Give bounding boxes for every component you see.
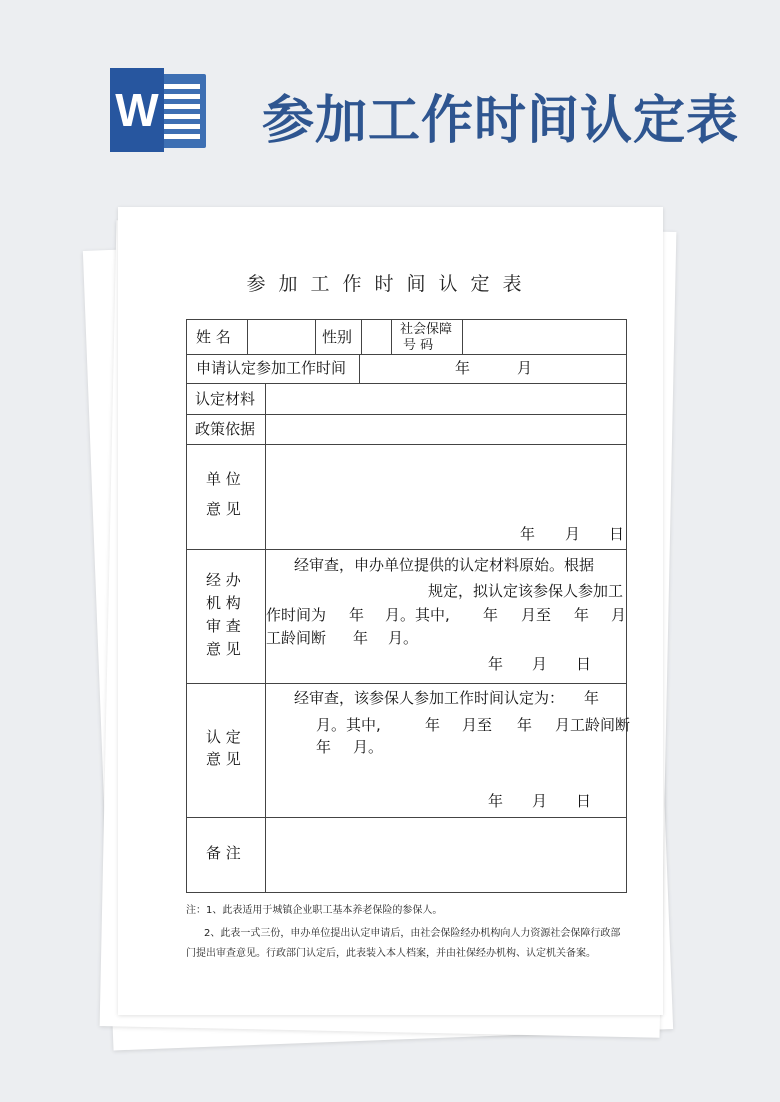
determination-date-month: 月: [532, 792, 548, 810]
agency-text: 月至: [521, 606, 552, 624]
agency-text: 月。: [388, 629, 419, 647]
footnote: 2、此表一式三份，申办单位提出认定申请后，由社会保险经办机构向人力资源社会保障行政部: [204, 928, 621, 939]
unit-date-month: 月: [565, 525, 581, 543]
determination-text: 年: [316, 738, 332, 756]
unit-date-year: 年: [520, 525, 536, 543]
row-divider: [187, 549, 626, 550]
col-divider: [359, 354, 360, 383]
agency-text: 作时间为: [266, 606, 327, 624]
apply-month: 月: [517, 359, 533, 377]
agency-review-label: 经 办: [206, 571, 241, 589]
row-divider: [187, 354, 626, 355]
agency-review-label: 意 见: [206, 640, 241, 658]
footnote: 注：1、此表适用于城镇企业职工基本养老保险的参保人。: [186, 905, 443, 916]
col-divider: [391, 320, 392, 354]
determination-label: 意 见: [206, 750, 241, 768]
col-divider: [315, 320, 316, 354]
agency-text: 年: [353, 629, 369, 647]
ssn-label: 号 码: [403, 338, 434, 353]
footnote: 门提出审查意见。行政部门认定后，此表装入本人档案，并由社保经办机构、认定机关备案。: [186, 948, 596, 959]
gender-label: 性别: [322, 328, 353, 346]
ssn-label: 社会保障: [400, 322, 453, 337]
agency-text: 年: [483, 606, 499, 624]
word-logo-letter: W: [110, 68, 164, 152]
document-title: 参加工作时间认定表: [246, 273, 535, 295]
apply-time-label: 申请认定参加工作时间: [196, 359, 347, 377]
col-divider: [462, 320, 463, 354]
determination-text: 月。: [353, 738, 384, 756]
row-divider: [187, 414, 626, 415]
row-divider: [187, 383, 626, 384]
determination-text: 月。其中,: [316, 716, 381, 734]
agency-text: 月: [611, 606, 627, 624]
unit-date-day: 日: [609, 525, 625, 543]
agency-text: 工龄间断: [266, 629, 327, 647]
agency-review-label: 机 构: [206, 594, 241, 612]
document-page: [118, 207, 663, 1015]
agency-date-month: 月: [532, 655, 548, 673]
determination-date-day: 日: [576, 792, 592, 810]
determination-text: 月至: [462, 716, 493, 734]
unit-opinion-label: 意 见: [206, 500, 241, 518]
col-divider: [247, 320, 248, 354]
determination-date-year: 年: [488, 792, 504, 810]
determination-text: 月工龄间断: [555, 716, 631, 734]
agency-text: 年: [349, 606, 365, 624]
determination-text: 年: [517, 716, 533, 734]
agency-text: 年: [574, 606, 590, 624]
agency-review-label: 审 查: [206, 617, 241, 635]
form-table: [186, 319, 631, 893]
row-divider: [187, 444, 626, 445]
agency-date-year: 年: [488, 655, 504, 673]
determination-text: 年: [425, 716, 441, 734]
name-label: 姓 名: [196, 328, 231, 346]
banner-title: 参加工作时间认定表: [262, 91, 740, 151]
row-divider: [187, 683, 626, 684]
determination-text: 经审查，该参保人参加工作时间认定为：: [294, 689, 565, 707]
remarks-label: 备 注: [206, 844, 241, 862]
determination-label: 认 定: [206, 728, 241, 746]
agency-date-day: 日: [576, 655, 592, 673]
apply-year: 年: [455, 359, 471, 377]
col-divider: [361, 320, 362, 354]
banner-header: [0, 0, 780, 200]
agency-text: 月。其中,: [385, 606, 450, 624]
policy-label: 政策依据: [195, 420, 256, 438]
unit-opinion-label: 单 位: [206, 470, 241, 488]
row-divider: [187, 817, 626, 818]
word-logo-icon: [110, 68, 208, 152]
agency-text: 规定，拟认定该参保人参加工: [428, 582, 624, 600]
materials-label: 认定材料: [195, 390, 256, 408]
agency-text: 经审查，申办单位提供的认定材料原始。根据: [294, 556, 595, 574]
determination-text: 年: [584, 689, 600, 707]
